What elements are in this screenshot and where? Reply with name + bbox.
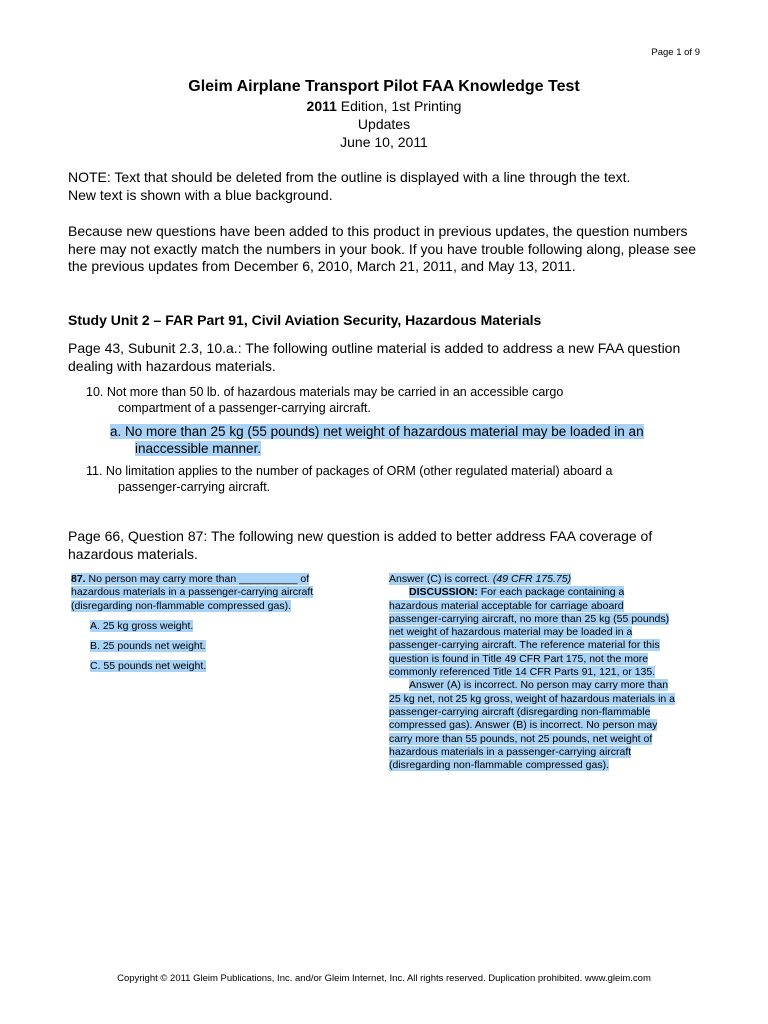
answer-text-line: hazardous materials in a passenger-carrying aircraft xyxy=(389,745,632,758)
outline-item-10a-line-2: inaccessible manner. xyxy=(135,441,262,456)
note-line-2: New text is shown with a blue background. xyxy=(68,186,333,203)
outline-item-10-line-1: 10. Not more than 50 lb. of hazardous materials may be carried in an accessible cargo xyxy=(86,385,564,399)
edition-line xyxy=(0,98,768,114)
note-paragraph xyxy=(68,169,708,204)
question-line-1: No person may carry more than __________ of xyxy=(85,573,310,585)
answer-text-line: question is found in Title 49 CFR Part 175, not the more xyxy=(389,652,649,665)
answer-line-2: For each package containing a xyxy=(477,586,625,599)
discussion-label: DISCUSSION: xyxy=(409,586,478,599)
edition-text: Edition, 1st Printing xyxy=(336,98,462,114)
edition-year: 2011 xyxy=(306,98,337,114)
answer-text-line: compressed gas). Answer (B) is incorrect. No person may xyxy=(389,719,658,732)
document-title: Gleim Airplane Transport Pilot FAA Knowledge Test xyxy=(188,78,580,95)
study-unit-heading: Study Unit 2 – FAR Part 91, Civil Aviation Security, Hazardous Materials xyxy=(68,312,542,328)
outline-item-11 xyxy=(86,463,612,495)
choice-a: A. 25 kg gross weight. xyxy=(90,619,194,632)
updates-label: Updates xyxy=(357,116,411,132)
answer-text-line: Answer (A) is incorrect. No person may carry more than xyxy=(409,679,669,692)
answer-explanation xyxy=(389,573,709,772)
page66-paragraph: Page 66, Question 87: The following new question is added to better address FAA coverage of hazardous materials. xyxy=(68,528,653,562)
answer-text-line: net weight of hazardous material may be loaded in a xyxy=(389,626,633,639)
outline-item-11-line-2: passenger-carrying aircraft. xyxy=(118,480,271,494)
page43-paragraph: Page 43, Subunit 2.3, 10.a.: The following outline material is added to address a new FAA question dealing with hazardous materials. xyxy=(68,340,681,374)
because-paragraph: Because new questions have been added to this product in previous updates, the question numbers here may not exactly match the numbers in your book. If you have trouble following along, please see the previous updates from December 6, 2010, March 21, 2011, and May 13, 2011. xyxy=(68,223,697,274)
page-number: Page 1 of 9 xyxy=(651,47,700,58)
outline-item-10-line-2: compartment of a passenger-carrying aircraft. xyxy=(118,401,371,415)
answer-text-line: passenger-carrying aircraft, no more than 25 kg (55 pounds) xyxy=(389,612,670,625)
choice-b: B. 25 pounds net weight. xyxy=(90,640,206,653)
answer-text-line: commonly referenced Title 14 CFR Parts 91, 121, or 135. xyxy=(389,666,656,679)
outline-item-10a-line-1: a. No more than 25 kg (55 pounds) net weight of hazardous material may be loaded in an xyxy=(110,424,644,439)
answer-text-line: passenger-carrying aircraft (disregarding non-flammable xyxy=(389,705,651,718)
question-number: 87. xyxy=(71,573,86,585)
question-line-3: (disregarding non-flammable compressed gas). xyxy=(71,599,292,612)
answer-text-line: (disregarding non-flammable compressed gas). xyxy=(389,759,610,772)
answer-text-line: hazardous material acceptable for carriage aboard xyxy=(389,599,624,612)
note-line-1: NOTE: Text that should be deleted from the outline is displayed with a line through the text. xyxy=(68,169,631,185)
answer-text-line: 25 kg net, not 25 kg gross, weight of hazardous materials in a xyxy=(389,692,675,705)
update-date: June 10, 2011 xyxy=(340,134,428,150)
copyright-footer: Copyright © 2011 Gleim Publications, Inc. and/or Gleim Internet, Inc. All rights reserved. Duplication prohibited. www.gleim.com xyxy=(117,973,651,984)
question-87 xyxy=(71,573,361,674)
answer-line-1: Answer (C) is correct. xyxy=(389,573,493,585)
answer-text-line: passenger-carrying aircraft. The reference material for this xyxy=(389,639,660,652)
choice-c: C. 55 pounds net weight. xyxy=(90,660,207,673)
answer-reference: (49 CFR 175.75) xyxy=(492,573,572,585)
outline-item-10a xyxy=(110,423,644,457)
outline-item-10 xyxy=(86,384,563,416)
question-line-2: hazardous materials in a passenger-carrying aircraft xyxy=(71,586,314,599)
outline-item-11-line-1: 11. No limitation applies to the number of packages of ORM (other regulated material) aboard a xyxy=(86,464,613,478)
answer-text-line: carry more than 55 pounds, not 25 pounds, net weight of xyxy=(389,732,653,745)
